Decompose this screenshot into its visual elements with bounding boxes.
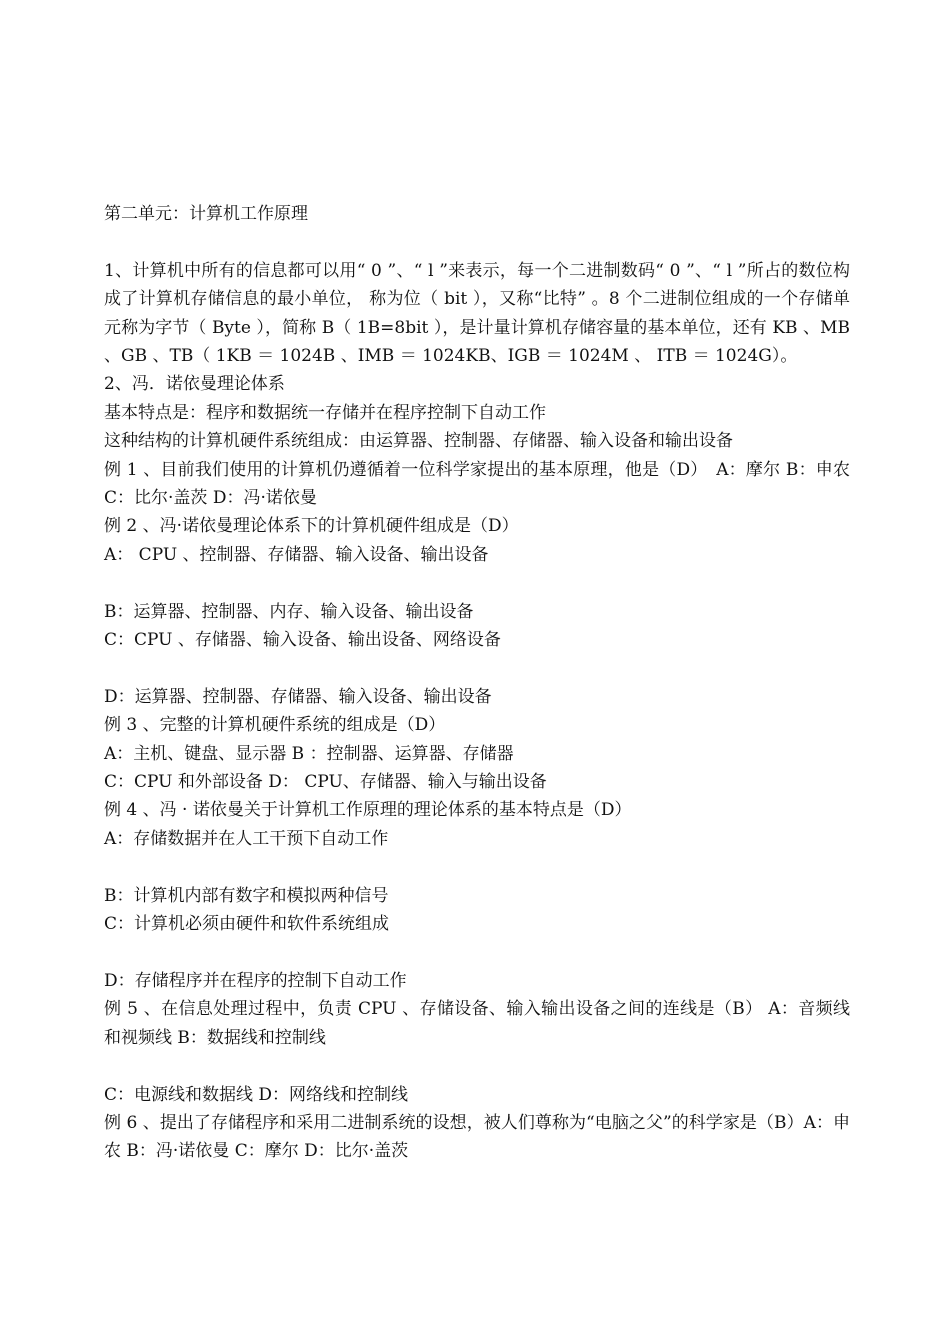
blank-line [104, 939, 850, 967]
blank-line [104, 853, 850, 881]
example-2-option-c: C：CPU 、存储器、输入设备、输出设备、网络设备 [104, 630, 501, 651]
example-4-option-d: D：存储程序并在程序的控制下自动工作 [104, 970, 407, 991]
example-3-options-ab: A：主机、键盘、显示器 B ：控制器、运算器、存储器 [104, 743, 514, 764]
blank-line [104, 228, 850, 256]
example-2-question: 例 2 、冯·诺依曼理论体系下的计算机硬件组成是（D） [104, 516, 519, 537]
example-4-option-c: C：计算机必须由硬件和软件系统组成 [104, 914, 390, 935]
item-2-title: 2、冯．诺依曼理论体系 [104, 374, 285, 395]
example-4-option-b: B：计算机内部有数字和模拟两种信号 [104, 885, 389, 906]
example-2-option-a: A： CPU 、控制器、存储器、输入设备、输出设备 [104, 544, 489, 565]
example-5: 例 5 、在信息处理过程中，负责 CPU 、存储设备、输入输出设备之间的连线是（B） A：音频线和视频线 B：数据线和控制线 [104, 999, 850, 1048]
example-5-options-cd: C：电源线和数据线 D：网络线和控制线 [104, 1084, 409, 1105]
blank-line [104, 654, 850, 682]
example-3-options-cd: C：CPU 和外部设备 D： CPU、存储器、输入与输出设备 [104, 772, 547, 793]
example-4-option-a: A：存储数据并在人工干预下自动工作 [104, 828, 389, 849]
section-title: 第二单元：计算机工作原理 [104, 204, 308, 224]
example-1: 例 1 、目前我们使用的计算机仍遵循着一位科学家提出的基本原理，他是（D） A：摩尔 B：申农 C：比尔·盖茨 D：冯·诺依曼 [104, 459, 850, 509]
item-2-feature: 基本特点是：程序和数据统一存储并在程序控制下自动工作 [104, 402, 546, 423]
blank-line [104, 1052, 850, 1080]
example-6: 例 6 、提出了存储程序和采用二进制系统的设想，被人们尊称为“电脑之父”的科学家是（B）A：申农 B：冯·诺依曼 C：摩尔 D：比尔·盖茨 [104, 1112, 850, 1162]
document-body [104, 200, 850, 1166]
example-2-option-b: B：运算器、控制器、内存、输入设备、输出设备 [104, 601, 474, 622]
item-2-structure: 这种结构的计算机硬件系统组成：由运算器、控制器、存储器、输入设备和输出设备 [104, 431, 733, 452]
example-4-question: 例 4 、冯 · 诺依曼关于计算机工作原理的理论体系的基本特点是（D） [104, 800, 632, 821]
paragraph-item-1: 1、计算机中所有的信息都可以用“ 0 ”、“ l ”来表示，每一个二进制数码“ 0 ”、“ l ”所占的数位构成了计算机存储信息的最小单位， 称为位（ bit ），又称“比特” 。8 个二进制位组成的一个存储单元称为字节（ Byte ），简称 B（ 1B=8bit ），是计量计算机存储容量的基本单位，还有 KB 、MB 、GB 、TB（ 1KB ＝ 1024B 、IMB ＝ 1024KB、IGB ＝ 1024M 、 ITB ＝ 1024G）。 [104, 260, 850, 367]
blank-line [104, 569, 850, 597]
example-3-question: 例 3 、完整的计算机硬件系统的组成是（D） [104, 715, 446, 736]
example-2-option-d: D：运算器、控制器、存储器、输入设备、输出设备 [104, 686, 492, 707]
